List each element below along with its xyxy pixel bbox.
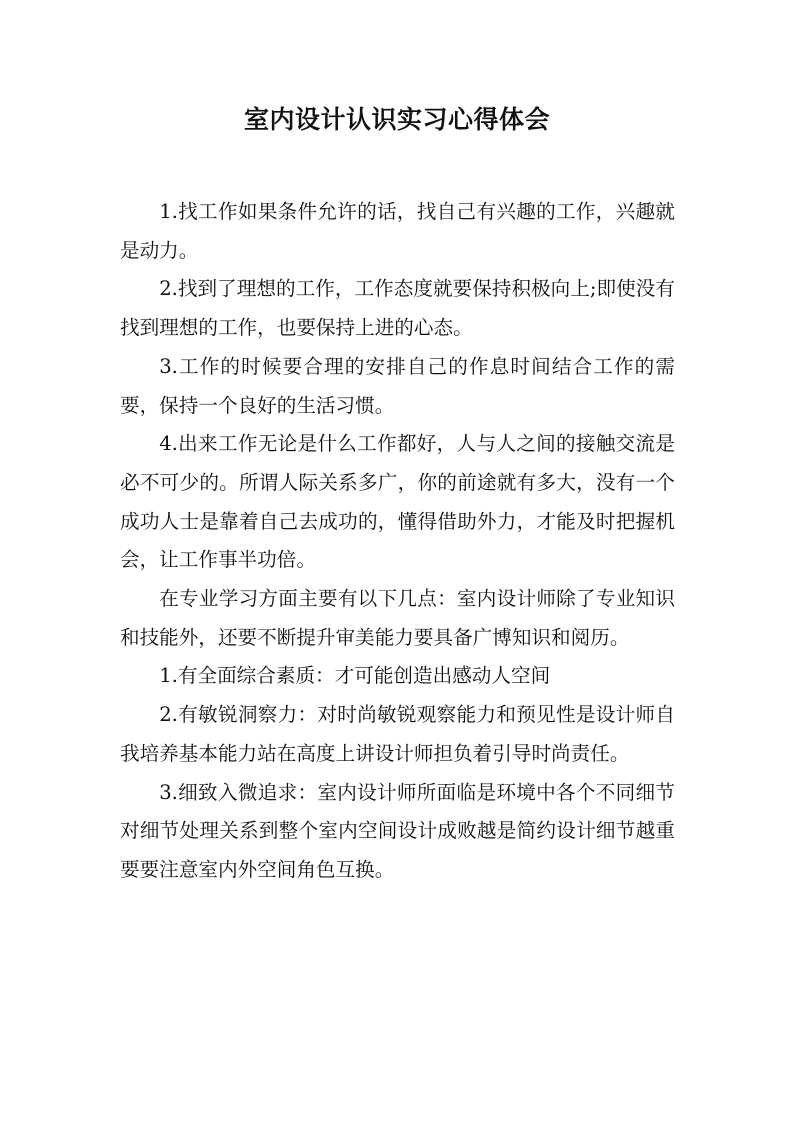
paragraph-4: 4.出来工作无论是什么工作都好，人与人之间的接触交流是必不可少的。所谓人际关系多广，你的前途就有多大，没有一个成功人士是靠着自己去成功的，懂得借助外力，才能及时把握机会，让工作事半功倍。 (120, 432, 675, 572)
document-title: 室内设计认识实习心得体会 (243, 105, 550, 134)
document-body (120, 193, 675, 890)
paragraph-6: 1.有全面综合素质：才可能创造出感动人空间 (159, 664, 551, 688)
paragraph-1: 1.找工作如果条件允许的话，找自己有兴趣的工作，兴趣就是动力。 (120, 200, 675, 262)
paragraph-8: 3.细致入微追求：室内设计师所面临是环境中各个不同细节对细节处理关系到整个室内空间设计成败越是简约设计细节越重要要注意室内外空间角色互换。 (120, 780, 675, 881)
paragraph-5: 在专业学习方面主要有以下几点：室内设计师除了专业知识和技能外，还要不断提升审美能力要具备广博知识和阅历。 (120, 587, 675, 649)
paragraph-7: 2.有敏锐洞察力：对时尚敏锐观察能力和预见性是设计师自我培养基本能力站在高度上讲设计师担负着引导时尚责任。 (120, 703, 675, 765)
paragraph-2: 2.找到了理想的工作，工作态度就要保持积极向上;即使没有找到理想的工作，也要保持上进的心态。 (120, 277, 675, 340)
paragraph-3: 3.工作的时候要合理的安排自己的作息时间结合工作的需要，保持一个良好的生活习惯。 (120, 354, 675, 417)
